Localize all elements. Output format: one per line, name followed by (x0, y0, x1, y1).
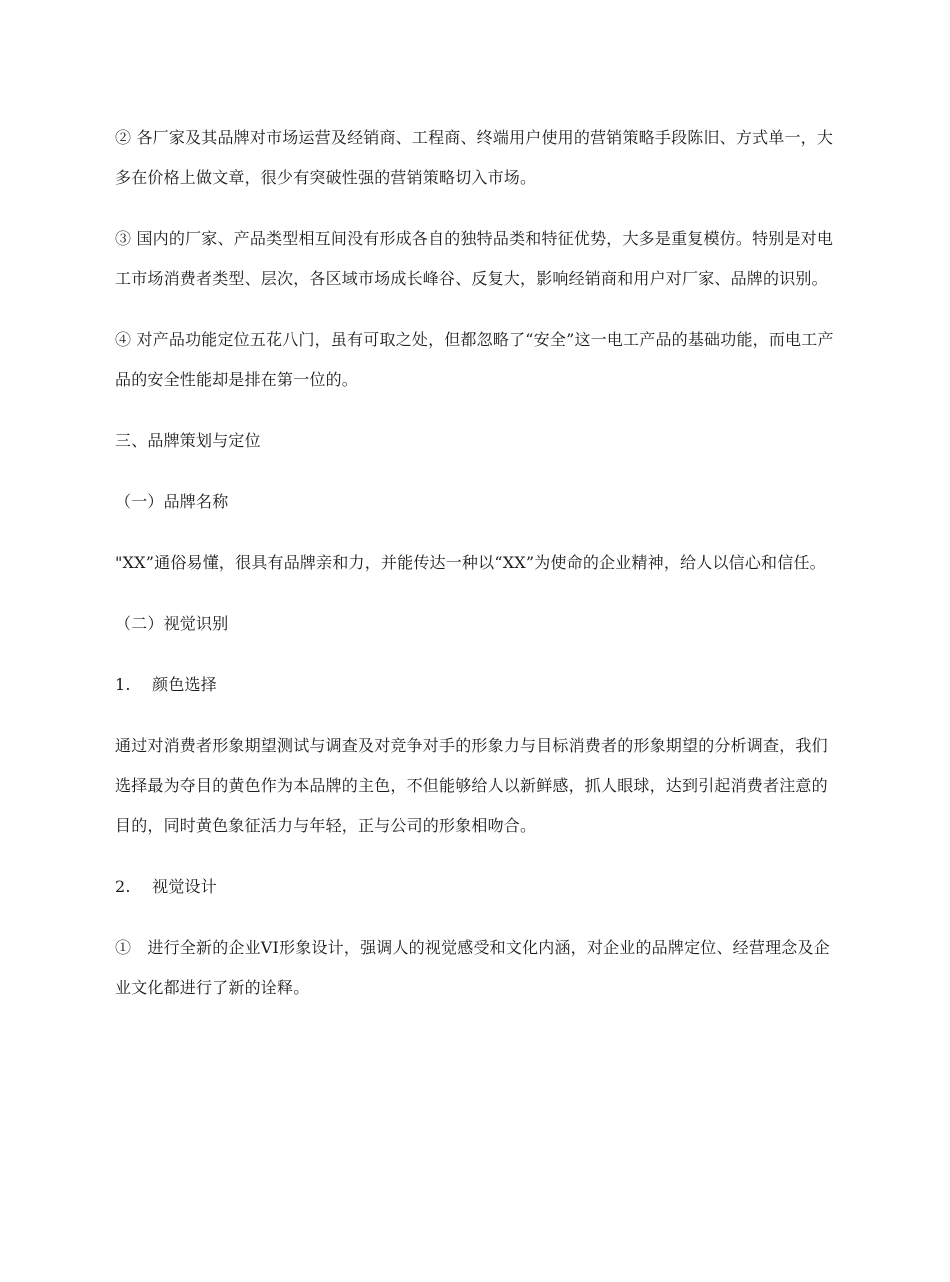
paragraph-brand-name: "XX”通俗易懂，很具有品牌亲和力，并能传达一种以“XX”为使命的企业精神，给人以信心和信任。 (115, 553, 826, 572)
subsection-heading-visual-identity: （二）视觉识别 (115, 614, 229, 633)
section-heading-brand-planning: 三、品牌策划与定位 (115, 431, 261, 450)
item-heading-color-selection: 1. 颜色选择 (115, 675, 217, 694)
paragraph-color-selection: 通过对消费者形象期望测试与调查及对竞争对手的形象力与目标消费者的形象期望的分析调查，我们选择最为夺目的黄色作为本品牌的主色，不但能够给人以新鲜感，抓人眼球，达到引起消费者注意的目的，同时黄色象征活力与年轻，正与公司的形象相吻合。 (115, 736, 828, 835)
paragraph-product-differentiation: ③ 国内的厂家、产品类型相互间没有形成各自的独特品类和特征优势，大多是重复模仿。特别是对电工市场消费者类型、层次，各区域市场成长峰谷、反复大，影响经销商和用户对厂家、品牌的识别。 (115, 229, 834, 288)
item-heading-visual-design: 2. 视觉设计 (115, 877, 217, 896)
document-body (115, 118, 835, 1029)
paragraph-function-positioning: ④ 对产品功能定位五花八门，虽有可取之处，但都忽略了“安全”这一电工产品的基础功能，而电工产品的安全性能却是排在第一位的。 (115, 330, 834, 389)
paragraph-vi-design: ① 进行全新的企业VI形象设计，强调人的视觉感受和文化内涵，对企业的品牌定位、经营理念及企业文化都进行了新的诠释。 (115, 938, 830, 997)
subsection-heading-brand-name: （一）品牌名称 (115, 492, 229, 511)
paragraph-market-strategy: ② 各厂家及其品牌对市场运营及经销商、工程商、终端用户使用的营销策略手段陈旧、方式单一，大多在价格上做文章，很少有突破性强的营销策略切入市场。 (115, 128, 834, 187)
